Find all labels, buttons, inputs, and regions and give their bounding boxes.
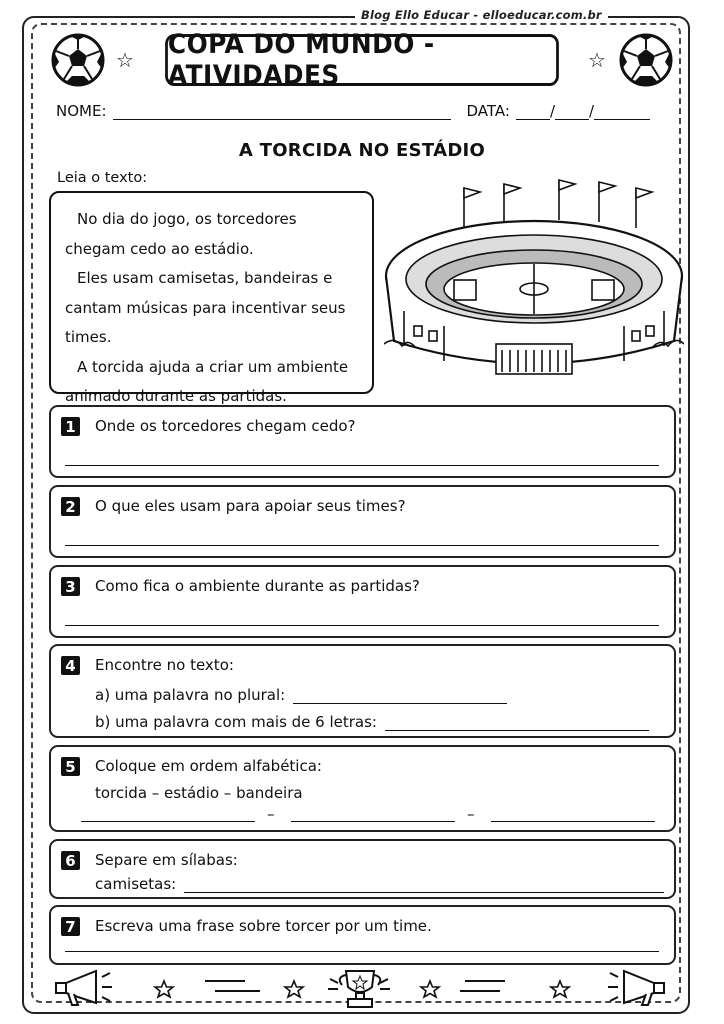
- blog-credit: Blog Ello Educar - elloeducar.com.br: [355, 8, 608, 22]
- answer-line[interactable]: [491, 821, 655, 822]
- item-label: b) uma palavra com mais de 6 letras:: [95, 713, 377, 731]
- answer-line[interactable]: [65, 625, 659, 626]
- question-5-box: [49, 745, 676, 832]
- item-label: a) uma palavra no plural:: [95, 686, 286, 704]
- question-text: Separe em sílabas:: [95, 851, 238, 869]
- question-item-a: [95, 686, 507, 704]
- date-day-field[interactable]: [516, 105, 550, 120]
- answer-line[interactable]: [65, 951, 659, 952]
- question-number: 5: [61, 757, 80, 776]
- item-label: camisetas:: [95, 875, 177, 893]
- separator-dash: –: [467, 805, 475, 823]
- question-number: 1: [61, 417, 80, 436]
- text-paragraph: Eles usam camisetas, bandeiras e cantam músicas para incentivar seus times.: [65, 269, 346, 346]
- question-number: 3: [61, 577, 80, 596]
- question-item-b: [95, 713, 649, 731]
- question-6-box: [49, 839, 676, 899]
- answer-line[interactable]: [81, 821, 255, 822]
- question-number: 4: [61, 656, 80, 675]
- word-list: torcida – estádio – bandeira: [95, 784, 303, 802]
- soccer-ball-icon: [618, 32, 674, 88]
- question-number: 7: [61, 917, 80, 936]
- date-separator: /: [549, 102, 556, 120]
- date-separator: /: [589, 102, 595, 120]
- trophy-icon: [328, 971, 390, 1007]
- date-year-field[interactable]: [594, 105, 650, 120]
- name-label: NOME:: [56, 102, 107, 120]
- section-title: A TORCIDA NO ESTÁDIO: [238, 140, 486, 161]
- separator-dash: –: [267, 805, 275, 823]
- question-7-box: [49, 905, 676, 965]
- name-date-row: [56, 102, 650, 120]
- question-2-box: [49, 485, 676, 558]
- question-1-box: [49, 405, 676, 478]
- star-icon: ☆: [116, 48, 134, 72]
- question-text: Encontre no texto:: [95, 656, 234, 674]
- footer-decoration: [40, 965, 680, 1011]
- answer-line[interactable]: [293, 689, 507, 704]
- star-icon: [285, 981, 303, 997]
- star-icon: ☆: [588, 48, 606, 72]
- reading-text-box: [49, 191, 374, 405]
- date-label: DATA:: [466, 102, 510, 120]
- instruction-label: Leia o texto:: [57, 170, 148, 186]
- question-number: 6: [61, 851, 80, 870]
- star-icon: [421, 981, 439, 997]
- question-text: O que eles usam para apoiar seus times?: [95, 497, 406, 515]
- answer-line[interactable]: [184, 878, 664, 893]
- question-item: [95, 875, 664, 893]
- question-number: 2: [61, 497, 80, 516]
- question-3-box: [49, 565, 676, 638]
- question-text: Escreva uma frase sobre torcer por um time.: [95, 917, 432, 935]
- answer-line[interactable]: [385, 716, 649, 731]
- question-text: Coloque em ordem alfabética:: [95, 757, 322, 775]
- stadium-illustration: [384, 176, 684, 386]
- answer-line[interactable]: [291, 821, 455, 822]
- page-title: COPA DO MUNDO - ATIVIDADES: [165, 34, 559, 86]
- question-4-box: [49, 644, 676, 738]
- megaphone-icon: [608, 971, 664, 1005]
- text-paragraph: No dia do jogo, os torcedores chegam cedo ao estádio.: [65, 210, 297, 258]
- answer-line[interactable]: [65, 465, 659, 466]
- star-icon: [155, 981, 173, 997]
- megaphone-icon: [56, 971, 112, 1005]
- star-icon: [551, 981, 569, 997]
- question-text: Onde os torcedores chegam cedo?: [95, 417, 356, 435]
- date-month-field[interactable]: [555, 105, 589, 120]
- soccer-ball-icon: [50, 32, 106, 88]
- answer-line[interactable]: [65, 545, 659, 546]
- question-text: Como fica o ambiente durante as partidas?: [95, 577, 420, 595]
- name-field[interactable]: [113, 105, 451, 120]
- text-paragraph: A torcida ajuda a criar um ambiente animado durante as partidas.: [65, 357, 349, 405]
